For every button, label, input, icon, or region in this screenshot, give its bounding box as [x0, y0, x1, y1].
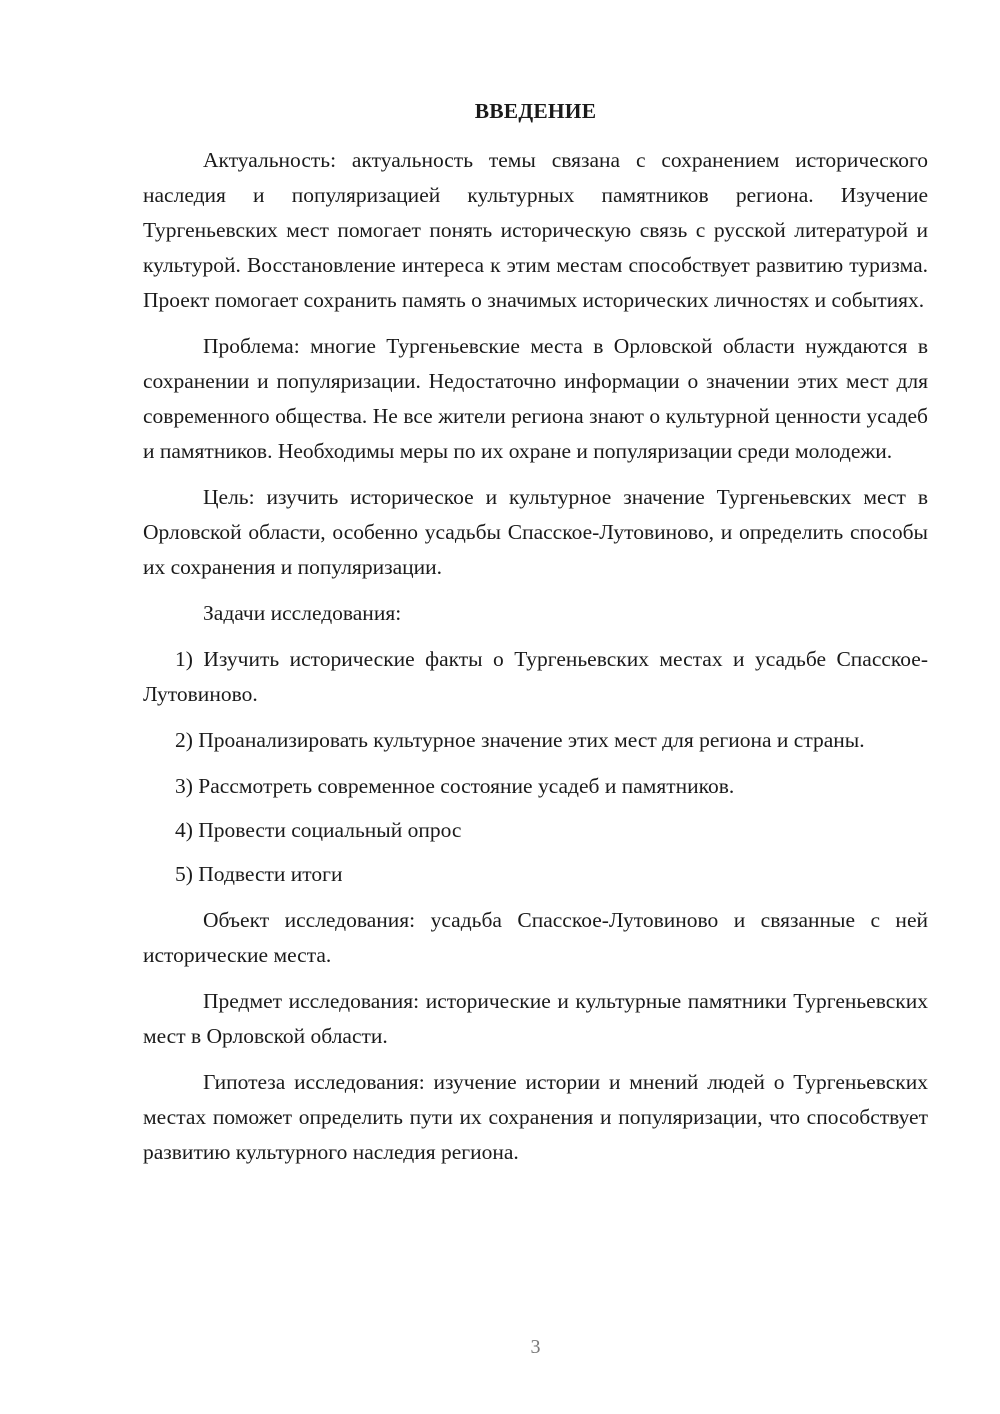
paragraph-relevance: Актуальность: актуальность темы связана с сохранением исторического наследия и популяризацией культурных памятников региона. Изучение Тургеньевских мест помогает понять историческую связь с русской литературой и культурой. Восстановление интереса к этим местам способствует развитию туризма. Проект помогает сохранить память о значимых исторических личностях и событиях.: [143, 148, 928, 312]
document-body: [143, 143, 928, 1181]
paragraph-tasks-intro: Задачи исследования:: [203, 601, 402, 625]
paragraph-goal: Цель: изучить историческое и культурное значение Тургеньевских мест в Орловской области, особенно усадьбы Спасское-Лутовиново, и определить способы их сохранения и популяризации.: [143, 485, 928, 579]
task-item-1: 1) Изучить исторические факты о Тургеньевских местах и усадьбе Спасское-Лутовиново.: [143, 647, 928, 706]
section-heading: ВВЕДЕНИЕ: [474, 99, 597, 123]
paragraph-subject: Предмет исследования: исторические и культурные памятники Тургеньевских мест в Орловской области.: [143, 989, 928, 1048]
task-item-5: 5) Подвести итоги: [175, 862, 343, 886]
paragraph-hypothesis: Гипотеза исследования: изучение истории и мнений людей о Тургеньевских местах поможет определить пути их сохранения и популяризации, что способствует развитию культурного наследия региона.: [143, 1070, 928, 1164]
page-number: 3: [530, 1336, 541, 1358]
paragraph-object: Объект исследования: усадьба Спасское-Лутовиново и связанные с ней исторические места.: [143, 908, 928, 967]
task-item-4: 4) Провести социальный опрос: [175, 818, 462, 842]
task-item-3: 3) Рассмотреть современное состояние усадеб и памятников.: [175, 774, 735, 798]
paragraph-problem: Проблема: многие Тургеньевские места в Орловской области нуждаются в сохранении и популяризации. Недостаточно информации о значении этих мест для современного общества. Не все жители региона знают о культурной ценности усадеб и памятников. Необходимы меры по их охране и популяризации среди молодежи.: [143, 334, 928, 463]
task-item-2: 2) Проанализировать культурное значение этих мест для региона и страны.: [175, 728, 865, 752]
document-page: [143, 0, 928, 1414]
